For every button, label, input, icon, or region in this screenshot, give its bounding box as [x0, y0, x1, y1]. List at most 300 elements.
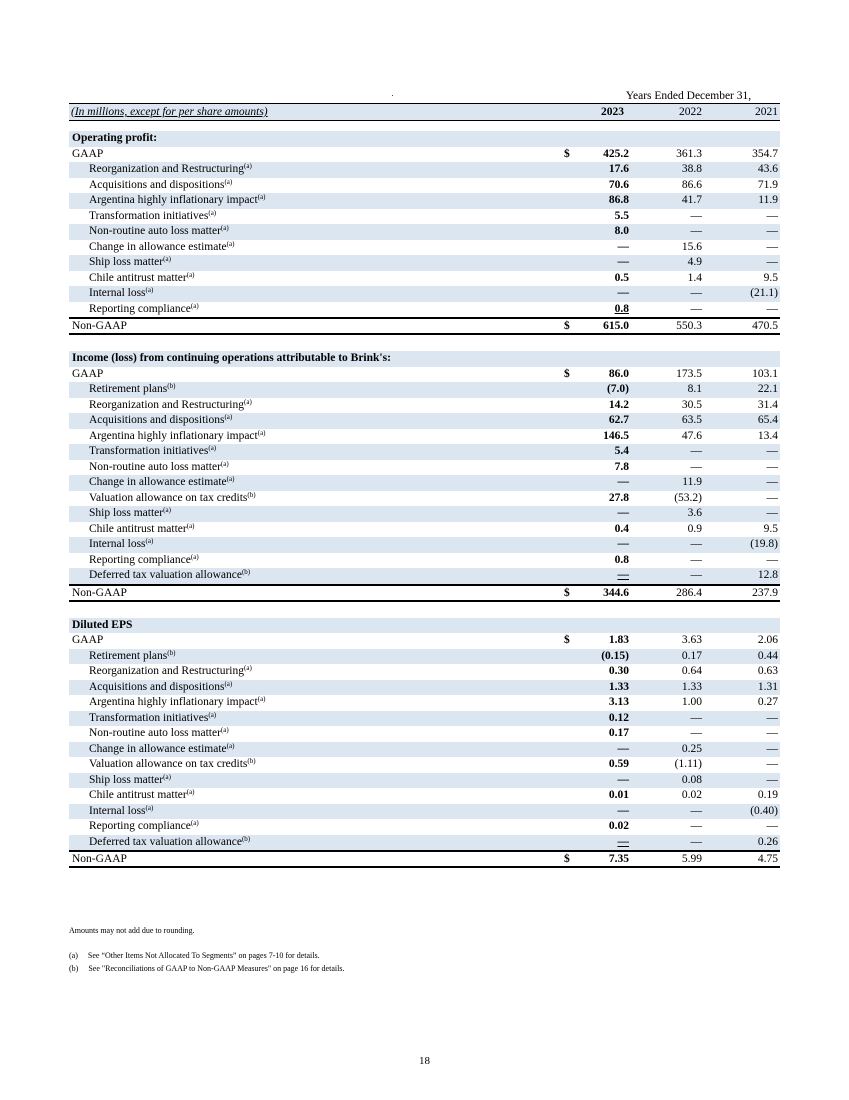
value-2021: —: [766, 491, 778, 504]
value-2021: 0.27: [757, 696, 778, 708]
row-label-text: Internal loss: [89, 287, 146, 299]
column-header-row: [69, 104, 780, 121]
value-2021: —: [766, 773, 778, 786]
row-label-text: Change in allowance estimate: [89, 240, 227, 253]
row-label-text: Reporting compliance: [89, 820, 191, 832]
table-row: [69, 553, 780, 569]
row-label: [89, 664, 252, 680]
value-2022: —: [690, 538, 702, 550]
total-2023: 7.35: [608, 853, 629, 865]
table-row: [69, 162, 780, 178]
value-2021: —: [766, 445, 778, 457]
value-2022: —: [690, 460, 702, 473]
value-2023: 1.33: [608, 680, 629, 693]
row-label-text: Non-routine auto loss matter: [89, 225, 221, 237]
table-row: [69, 568, 780, 585]
value-2021: —: [766, 209, 778, 222]
table-row: [69, 757, 780, 773]
value-2021: 0.26: [757, 835, 778, 848]
row-label: [89, 382, 175, 398]
row-label-text: Change in allowance estimate: [89, 476, 227, 488]
value-2022: 86.6: [681, 178, 702, 191]
total-2021: 237.9: [752, 586, 778, 599]
value-2022: 41.7: [681, 194, 702, 206]
row-label: [89, 757, 256, 773]
value-2021: —: [766, 476, 778, 488]
table-row: [69, 835, 780, 852]
value-2021: 11.9: [758, 194, 778, 206]
total-row: [69, 851, 780, 868]
value-2022: —: [690, 225, 702, 237]
footnote-ref: (a): [186, 788, 195, 796]
value-2021: —: [766, 742, 778, 755]
value-2022: —: [690, 445, 702, 457]
footnote-b-text: See "Reconciliations of GAAP to Non-GAAP Measures" on page 16 for details.: [88, 964, 345, 973]
footnote-ref: (a): [257, 193, 266, 201]
row-label-text: Chile antitrust matter: [89, 271, 187, 284]
dollar-sign: $: [564, 320, 570, 332]
value-2022: (53.2): [674, 491, 702, 504]
units-label: (In millions, except for per share amounts): [71, 106, 268, 118]
dollar-sign: $: [564, 634, 570, 646]
dollar-sign: $: [564, 853, 570, 865]
value-2022: 0.64: [681, 665, 702, 677]
row-label: [89, 240, 234, 256]
total-2021: 470.5: [752, 320, 778, 332]
table-row: [69, 633, 780, 649]
value-2023: 425.2: [603, 147, 629, 160]
footnote-ref: (a): [190, 301, 199, 310]
value-2022: 63.5: [681, 414, 702, 426]
footnote-ref: (a): [220, 224, 229, 232]
row-label: [89, 460, 229, 476]
row-label: [89, 742, 234, 758]
value-2023: —: [617, 538, 629, 550]
value-2021: 0.63: [757, 665, 778, 677]
table-row: [69, 271, 780, 287]
value-2021: —: [766, 240, 778, 253]
row-label-text: Acquisitions and dispositions: [89, 680, 225, 693]
value-2022: 38.8: [681, 163, 702, 175]
row-label-text: Chile antitrust matter: [89, 789, 187, 801]
table-row: [69, 726, 780, 742]
value-2021: —: [766, 460, 778, 473]
row-label-text: Reorganization and Restructuring: [89, 665, 244, 677]
row-label-text: Chile antitrust matter: [89, 522, 187, 535]
value-2021: —: [766, 553, 778, 566]
footnote-ref: (a): [145, 537, 154, 545]
row-label: [89, 491, 256, 507]
footnote-ref: (a): [208, 208, 217, 217]
value-2023: 5.5: [614, 209, 629, 222]
table-row: [69, 178, 780, 194]
footnote-b-mark: (b): [69, 964, 79, 973]
value-2023: 0.30: [608, 665, 629, 677]
value-2021: 71.9: [757, 178, 778, 191]
dollar-sign: $: [564, 147, 570, 160]
row-label: [89, 413, 232, 429]
row-label-text: Transformation initiatives: [89, 209, 209, 222]
value-2023: (7.0): [606, 383, 629, 395]
footnote-ref: (a): [163, 772, 171, 781]
table-row: [69, 147, 780, 163]
row-label: [89, 224, 229, 240]
footnote-ref: (b): [167, 648, 176, 657]
footnote-ref: (a): [244, 162, 252, 170]
table-row: [69, 224, 780, 240]
col-2022-header: 2022: [679, 106, 702, 118]
row-label: [72, 367, 103, 383]
financial-table: [69, 89, 780, 868]
row-label: [72, 147, 103, 163]
value-2023: 86.0: [608, 367, 629, 380]
row-label-text: Deferred tax valuation allowance: [89, 835, 242, 848]
value-2022: 0.08: [681, 773, 702, 786]
value-2021: 22.1: [757, 383, 778, 395]
footnote-ref: (a): [163, 506, 171, 514]
value-2023: —: [617, 507, 629, 519]
footnote-ref: (a): [224, 679, 233, 688]
row-label-text: Reorganization and Restructuring: [89, 163, 244, 175]
row-label-text: GAAP: [72, 147, 104, 160]
row-label-text: Ship loss matter: [89, 256, 164, 268]
table-row: [69, 742, 780, 758]
footnote-ref: (a): [257, 428, 266, 437]
footnote-ref: (a): [226, 741, 235, 750]
value-2023: —: [617, 742, 629, 755]
value-2023: 70.6: [608, 178, 629, 191]
value-2022: 1.00: [681, 696, 702, 708]
row-label: [89, 506, 171, 522]
table-row: [69, 773, 780, 789]
table-row: [69, 804, 780, 820]
dollar-sign: $: [564, 586, 570, 599]
total-2022: 286.4: [676, 586, 702, 599]
footnote-ref: (a): [226, 475, 235, 483]
row-label: [89, 162, 252, 178]
section-title: Operating profit:: [72, 132, 158, 144]
value-2022: —: [690, 835, 702, 848]
total-label: Non-GAAP: [72, 320, 127, 332]
table-row: [69, 522, 780, 538]
row-label-text: Valuation allowance on tax credits: [89, 491, 248, 504]
table-row: [69, 367, 780, 383]
total-label: Non-GAAP: [72, 853, 127, 865]
row-label-text: Reorganization and Restructuring: [89, 398, 244, 411]
row-label-text: Deferred tax valuation allowance: [89, 569, 242, 581]
table-row: [69, 711, 780, 727]
footnote-ref: (a): [208, 710, 217, 719]
row-label-text: Internal loss: [89, 804, 146, 817]
footnote-ref: (a): [220, 726, 229, 734]
value-2021: 43.6: [757, 163, 778, 175]
value-2022: —: [690, 727, 702, 739]
row-label: [89, 711, 216, 727]
value-2023: 17.6: [608, 163, 629, 175]
income-section: [69, 351, 780, 602]
row-label: [89, 522, 195, 538]
value-2022: (1.11): [674, 758, 702, 770]
table-row: [69, 444, 780, 460]
row-label-text: Non-routine auto loss matter: [89, 460, 221, 473]
table-row: [69, 413, 780, 429]
value-2023: 0.17: [608, 727, 629, 739]
years-header: [69, 89, 780, 103]
value-2023: 8.0: [614, 225, 629, 237]
value-2021: 9.5: [763, 522, 778, 535]
row-label-text: Reporting compliance: [89, 302, 191, 315]
years-label: Years Ended December 31,: [625, 90, 752, 102]
value-2021: —: [766, 225, 778, 237]
value-2022: 3.6: [687, 507, 702, 519]
value-2022: 1.4: [687, 271, 702, 284]
value-2021: —: [766, 302, 778, 315]
footnote-ref: (a): [186, 270, 195, 279]
row-label-text: Reporting compliance: [89, 553, 191, 566]
rounding-note: Amounts may not add due to rounding.: [69, 926, 195, 935]
row-label-text: Internal loss: [89, 538, 146, 550]
row-label: [89, 537, 153, 553]
value-2023: 0.8: [614, 553, 629, 566]
page-number: 18: [419, 1055, 430, 1067]
total-2022: 550.3: [676, 320, 702, 332]
value-2021: 0.19: [757, 789, 778, 801]
value-2023: —: [617, 569, 629, 581]
value-2023: —: [617, 773, 629, 786]
total-2023: 615.0: [603, 320, 629, 332]
value-2023: 0.59: [608, 758, 629, 770]
section-title-row: [69, 618, 780, 634]
value-2022: 30.5: [681, 398, 702, 411]
table-row: [69, 506, 780, 522]
value-2021: 0.44: [757, 649, 778, 662]
value-2023: 7.8: [614, 460, 629, 473]
row-label: [89, 804, 153, 820]
footnote-ref: (a): [220, 459, 229, 468]
row-label-text: Change in allowance estimate: [89, 742, 227, 755]
value-2022: —: [690, 569, 702, 581]
row-label: [72, 633, 103, 649]
row-label-text: Transformation initiatives: [89, 445, 209, 457]
footnote-ref: (b): [241, 834, 251, 843]
table-row: [69, 649, 780, 665]
row-label-text: Acquisitions and dispositions: [89, 178, 225, 191]
value-2023: —: [617, 835, 629, 848]
footnote-ref: (a): [226, 239, 235, 248]
value-2021: 13.4: [757, 429, 778, 442]
row-label: [89, 553, 199, 569]
total-2022: 5.99: [681, 853, 702, 865]
footnote-ref: (b): [241, 568, 251, 576]
footnote-ref: (b): [247, 757, 256, 765]
footnote-ref: (a): [224, 177, 233, 186]
value-2023: 0.5: [614, 271, 629, 284]
row-label: [89, 444, 216, 460]
section-title: Income (loss) from continuing operations attributable to Brink's:: [72, 352, 391, 364]
value-2022: 15.6: [681, 240, 702, 253]
table-row: [69, 664, 780, 680]
value-2022: 47.6: [681, 429, 702, 442]
value-2022: 3.63: [681, 634, 702, 646]
header-dot: .: [391, 89, 394, 98]
value-2021: 2.06: [757, 634, 778, 646]
value-2023: 0.12: [608, 711, 629, 724]
section-title-row: [69, 351, 780, 367]
value-2021: —: [766, 820, 778, 832]
value-2022: —: [690, 302, 702, 315]
footnote-a: [69, 951, 320, 960]
value-2023: 0.02: [608, 820, 629, 832]
footnote-ref: (a): [208, 444, 217, 452]
row-label-text: Transformation initiatives: [89, 711, 209, 724]
row-label: [89, 286, 153, 302]
value-2023: 14.2: [608, 398, 629, 411]
dollar-sign: $: [564, 367, 570, 380]
value-2023: —: [617, 287, 629, 299]
row-label-text: Argentina highly inflationary impact: [89, 696, 258, 708]
footnote-b: [69, 964, 344, 973]
row-label: [89, 680, 232, 696]
value-2022: —: [690, 711, 702, 724]
value-2022: —: [690, 287, 702, 299]
table-row: [69, 302, 780, 319]
row-label-text: Ship loss matter: [89, 507, 164, 519]
footnote-ref: (a): [145, 286, 154, 294]
row-label: [89, 178, 232, 194]
value-2021: (19.8): [750, 538, 778, 550]
footnote-ref: (a): [145, 803, 154, 812]
value-2023: 1.83: [608, 634, 629, 646]
table-row: [69, 286, 780, 302]
value-2021: 12.8: [757, 569, 778, 581]
total-row: [69, 585, 780, 602]
value-2022: —: [690, 209, 702, 222]
table-row: [69, 255, 780, 271]
table-row: [69, 240, 780, 256]
row-label: [89, 209, 216, 225]
row-label-text: Argentina highly inflationary impact: [89, 429, 258, 442]
table-row: [69, 193, 780, 209]
value-2021: —: [766, 758, 778, 770]
value-2023: 0.01: [608, 789, 629, 801]
footnote-ref: (a): [163, 255, 171, 263]
row-label-text: GAAP: [72, 634, 104, 646]
table-row: [69, 695, 780, 711]
value-2021: 31.4: [757, 398, 778, 411]
table-row: [69, 819, 780, 835]
footnote-ref: (a): [244, 664, 252, 672]
value-2022: 0.25: [681, 742, 702, 755]
row-label: [89, 568, 250, 584]
row-label-text: GAAP: [72, 367, 104, 380]
value-2022: 361.3: [676, 147, 702, 160]
value-2023: 27.8: [608, 491, 629, 504]
row-label: [89, 726, 229, 742]
row-label-text: Retirement plans: [89, 649, 168, 662]
value-2021: (21.1): [750, 287, 778, 299]
value-2022: —: [690, 820, 702, 832]
value-2022: 0.02: [681, 789, 702, 801]
value-2021: 9.5: [763, 271, 778, 284]
total-label: Non-GAAP: [72, 586, 127, 599]
value-2022: 4.9: [687, 256, 702, 268]
footnote-ref: (a): [186, 521, 195, 530]
row-label: [89, 255, 171, 271]
footnote-ref: (b): [247, 490, 256, 499]
row-label-text: Ship loss matter: [89, 773, 164, 786]
footnote-ref: (a): [190, 819, 199, 827]
row-label: [89, 773, 171, 789]
row-label: [89, 398, 252, 414]
table-row: [69, 398, 780, 414]
footnote-a-mark: (a): [69, 951, 78, 960]
row-label: [89, 819, 199, 835]
operating-profit-section: [69, 131, 780, 335]
value-2022: 8.1: [687, 383, 702, 395]
value-2022: —: [690, 553, 702, 566]
total-row: [69, 318, 780, 335]
footnote-ref: (a): [257, 695, 266, 703]
value-2021: —: [766, 256, 778, 268]
table-row: [69, 680, 780, 696]
value-2023: 0.8: [614, 302, 629, 315]
table-row: [69, 209, 780, 225]
section-title-row: [69, 131, 780, 147]
value-2022: 0.17: [681, 649, 702, 662]
value-2022: 173.5: [676, 367, 702, 380]
row-label-text: Retirement plans: [89, 383, 168, 395]
value-2021: 354.7: [752, 147, 778, 160]
row-label: [89, 835, 250, 851]
table-row: [69, 460, 780, 476]
col-2023-header: 2023: [601, 106, 624, 118]
row-label-text: Argentina highly inflationary impact: [89, 194, 258, 206]
row-label: [89, 695, 266, 711]
table-row: [69, 475, 780, 491]
row-label-text: Acquisitions and dispositions: [89, 414, 225, 426]
value-2021: —: [766, 507, 778, 519]
value-2021: (0.40): [750, 804, 778, 817]
table-row: [69, 429, 780, 445]
row-label: [89, 193, 266, 209]
value-2022: —: [690, 804, 702, 817]
value-2023: —: [617, 476, 629, 488]
row-label: [89, 649, 175, 665]
table-row: [69, 788, 780, 804]
value-2023: 5.4: [614, 445, 629, 457]
value-2021: —: [766, 711, 778, 724]
row-label: [89, 788, 195, 804]
value-2023: 3.13: [608, 696, 629, 708]
total-2023: 344.6: [603, 586, 629, 599]
value-2023: —: [617, 256, 629, 268]
value-2021: 65.4: [757, 414, 778, 426]
table-row: [69, 382, 780, 398]
value-2023: —: [617, 240, 629, 253]
value-2023: —: [617, 804, 629, 817]
row-label: [89, 475, 234, 491]
value-2021: 1.31: [757, 680, 778, 693]
value-2022: 11.9: [682, 476, 702, 488]
value-2022: 1.33: [681, 680, 702, 693]
value-2022: 0.9: [687, 522, 702, 535]
value-2021: 103.1: [752, 367, 778, 380]
row-label: [89, 429, 266, 445]
value-2023: 86.8: [608, 194, 629, 206]
value-2023: 0.4: [614, 522, 629, 535]
col-2021-header: 2021: [755, 106, 778, 118]
row-label: [89, 302, 199, 318]
